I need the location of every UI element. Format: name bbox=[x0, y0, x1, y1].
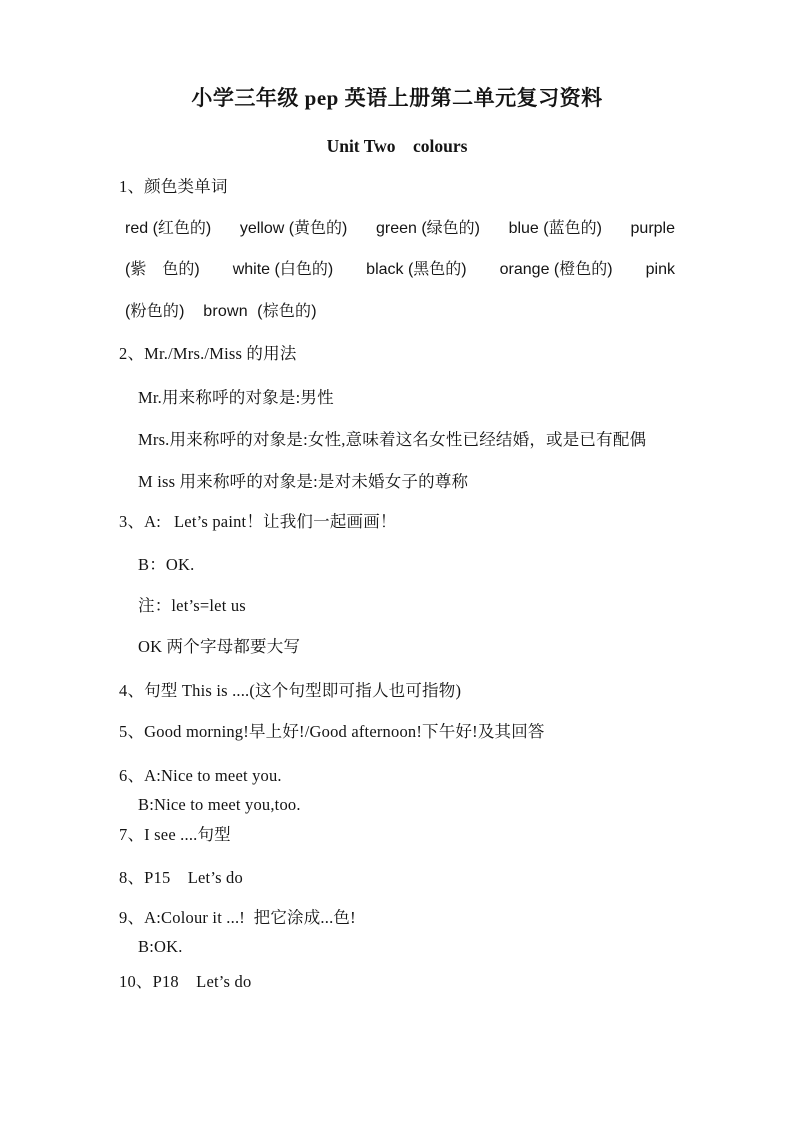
color-word-red: red (红色的) bbox=[125, 220, 212, 237]
color-word-purple-cn: (紫 色的) bbox=[125, 261, 200, 278]
document-title: 小学三年级 pep 英语上册第二单元复习资料 bbox=[191, 86, 603, 110]
section-3-note: 注：let’s=let us bbox=[138, 596, 246, 615]
color-word-white: white (白色的) bbox=[232, 261, 334, 278]
color-words-row-3: (粉色的) brown (棕色的) bbox=[125, 303, 317, 320]
section-8-heading: 8、P15 Let’s do bbox=[119, 868, 243, 887]
section-3-ok-note: OK 两个字母都要大写 bbox=[138, 637, 301, 656]
color-word-blue: blue (蓝色的) bbox=[508, 220, 602, 237]
mr-usage-line: Mr.用来称呼的对象是:男性 bbox=[138, 388, 334, 407]
color-word-yellow: yellow (黄色的) bbox=[239, 220, 348, 237]
color-word-pink: pink bbox=[645, 261, 675, 278]
mrs-usage-line: Mrs.用来称呼的对象是:女性,意味着这名女性已经结婚，或是已有配偶 bbox=[138, 430, 647, 449]
section-6-heading: 6、A:Nice to meet you. bbox=[119, 766, 282, 785]
section-10-heading: 10、P18 Let’s do bbox=[119, 972, 252, 991]
section-3-heading: 3、A: Let’s paint！让我们一起画画！ bbox=[119, 512, 397, 531]
color-words-row-2 bbox=[119, 259, 675, 281]
color-word-orange: orange (橙色的) bbox=[499, 261, 613, 278]
section-1-heading: 1、颜色类单词 bbox=[119, 177, 228, 196]
section-5-heading: 5、Good morning!早上好!/Good afternoon!下午好!及其回答 bbox=[119, 722, 545, 741]
section-9-heading: 9、A:Colour it ...! 把它涂成...色! bbox=[119, 908, 356, 927]
section-7-heading: 7、I see ....句型 bbox=[119, 825, 231, 844]
section-9-b-reply: B:OK. bbox=[138, 937, 183, 956]
color-word-purple: purple bbox=[630, 220, 675, 237]
section-2-heading: 2、Mr./Mrs./Miss 的用法 bbox=[119, 344, 297, 363]
section-3-b-reply: B：OK. bbox=[138, 555, 195, 574]
miss-usage-line: M iss 用来称呼的对象是:是对未婚女子的尊称 bbox=[138, 472, 469, 491]
color-word-green: green (绿色的) bbox=[375, 220, 480, 237]
color-words-row-1 bbox=[119, 218, 675, 240]
color-word-black: black (黑色的) bbox=[366, 261, 467, 278]
section-6-b-reply: B:Nice to meet you,too. bbox=[138, 795, 301, 814]
section-4-heading: 4、句型 This is ....(这个句型即可指人也可指物) bbox=[119, 681, 462, 700]
unit-title: Unit Two colours bbox=[326, 136, 468, 156]
